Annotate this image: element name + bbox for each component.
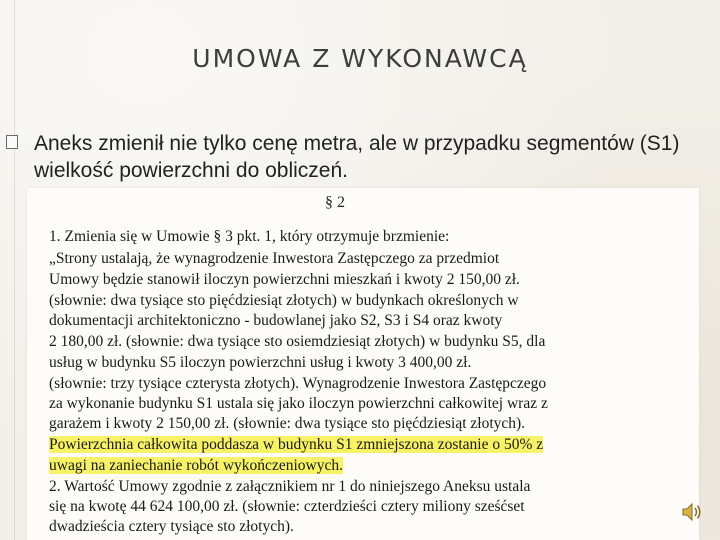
doc-line: (słownie: trzy tysiące czterysta złotych). Wynagrodzenie Inwestora Zastępczego — [49, 375, 547, 392]
doc-line: (słownie: dwa tysiące sto pięćdziesiąt złotych) w budynkach określonych w — [49, 292, 519, 309]
bullet-text: Aneks zmienił nie tylko cenę metra, ale w przypadku segmentów (S1) wielkość powierzchni do obliczeń. — [34, 132, 680, 182]
bullet-box-icon — [6, 135, 18, 149]
doc-line: usług w budynku S5 iloczyn powierzchni usług i kwoty 3 400,00 zł. — [49, 354, 472, 371]
scanned-document — [27, 188, 699, 540]
doc-line: za wykonanie budynku S1 ustala się jako iloczyn powierzchni całkowitej wraz z — [49, 395, 548, 412]
doc-line-highlighted — [49, 457, 343, 475]
doc-line: dwadzieścia cztery tysiące sto złotych). — [49, 518, 294, 535]
doc-line: się na kwotę 44 624 100,00 zł. (słownie: czterdzieści cztery miliony sześćset — [49, 498, 525, 515]
doc-line: „Strony ustalają, że wynagrodzenie Inwestora Zastępczego za przedmiot — [49, 250, 500, 267]
doc-line: 2. Wartość Umowy zgodnie z załącznikiem nr 1 do niniejszego Aneksu ustala — [49, 478, 531, 495]
doc-line: garażem i kwoty 2 150,00 zł. (słownie: dwa tysiące sto pięćdziesiąt złotych). — [49, 415, 526, 432]
highlight-mark: Powierzchnia całkowita poddasza w budynku S1 zmniejszona zostanie o 50% z — [49, 436, 544, 453]
doc-line: Umowy będzie stanowił iloczyn powierzchni mieszkań i kwoty 2 150,00 zł. — [49, 271, 520, 288]
section-mark: § 2 — [325, 194, 345, 211]
doc-line: 1. Zmienia się w Umowie § 3 pkt. 1, który otrzymuje brzmienie: — [49, 228, 450, 245]
decorative-rule — [14, 0, 15, 540]
doc-line: 2 180,00 zł. (słownie: dwa tysiące sto osiemdziesiąt złotych) w budynku S5, dla — [49, 333, 546, 350]
doc-line: dokumentacji architektoniczno - budowlanej jako S2, S3 i S4 oraz kwoty — [49, 312, 503, 329]
slide-title: UMOWA Z WYKONAWCĄ — [192, 44, 528, 73]
speaker-icon[interactable] — [680, 500, 704, 524]
doc-line-highlighted — [49, 436, 543, 454]
highlight-mark: uwagi na zaniechanie robót wykończeniowych. — [49, 457, 343, 474]
